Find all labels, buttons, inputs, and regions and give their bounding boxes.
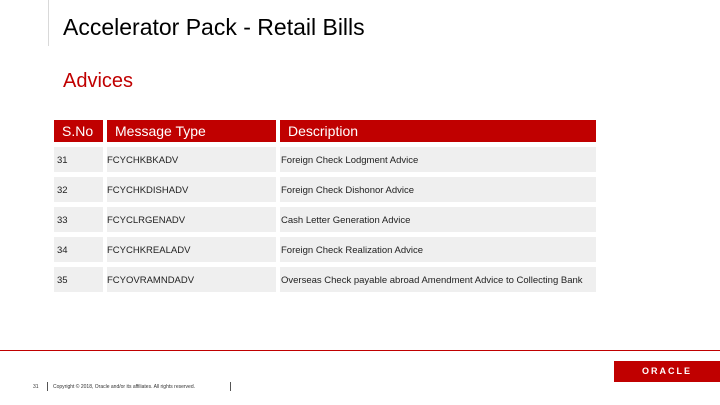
cell-sno: 31	[54, 147, 103, 172]
cell-description: Foreign Check Lodgment Advice	[280, 147, 596, 172]
table-row	[54, 267, 596, 292]
section-subtitle: Advices	[63, 70, 134, 92]
cell-message-type: FCYOVRAMNDADV	[107, 267, 276, 292]
cell-sno: 32	[54, 177, 103, 202]
cell-message-type: FCYCHKREALADV	[107, 237, 276, 262]
cell-sno: 33	[54, 207, 103, 232]
page-title: Accelerator Pack - Retail Bills	[63, 14, 365, 40]
footer-separator	[47, 382, 48, 391]
table-row	[54, 147, 596, 172]
footer-separator	[230, 382, 231, 391]
column-header-sno: S.No	[54, 120, 103, 142]
copyright-text: Copyright © 2018, Oracle and/or its affiliates. All rights reserved.	[53, 384, 195, 390]
cell-description: Foreign Check Dishonor Advice	[280, 177, 596, 202]
cell-description: Foreign Check Realization Advice	[280, 237, 596, 262]
cell-description: Overseas Check payable abroad Amendment Advice to Collecting Bank	[280, 267, 596, 292]
title-divider	[48, 0, 49, 46]
oracle-logo: ORACLE	[614, 361, 720, 382]
advices-table	[54, 120, 596, 292]
cell-description: Cash Letter Generation Advice	[280, 207, 596, 232]
cell-sno: 34	[54, 237, 103, 262]
column-header-description: Description	[280, 120, 596, 142]
cell-sno: 35	[54, 267, 103, 292]
table-header	[54, 120, 596, 142]
cell-message-type: FCYCHKDISHADV	[107, 177, 276, 202]
column-header-message-type: Message Type	[107, 120, 276, 142]
table-row	[54, 237, 596, 262]
page-number: 31	[33, 384, 39, 390]
table-row	[54, 177, 596, 202]
cell-message-type: FCYCHKBKADV	[107, 147, 276, 172]
table-row	[54, 207, 596, 232]
cell-message-type: FCYCLRGENADV	[107, 207, 276, 232]
footer-divider	[0, 350, 720, 351]
